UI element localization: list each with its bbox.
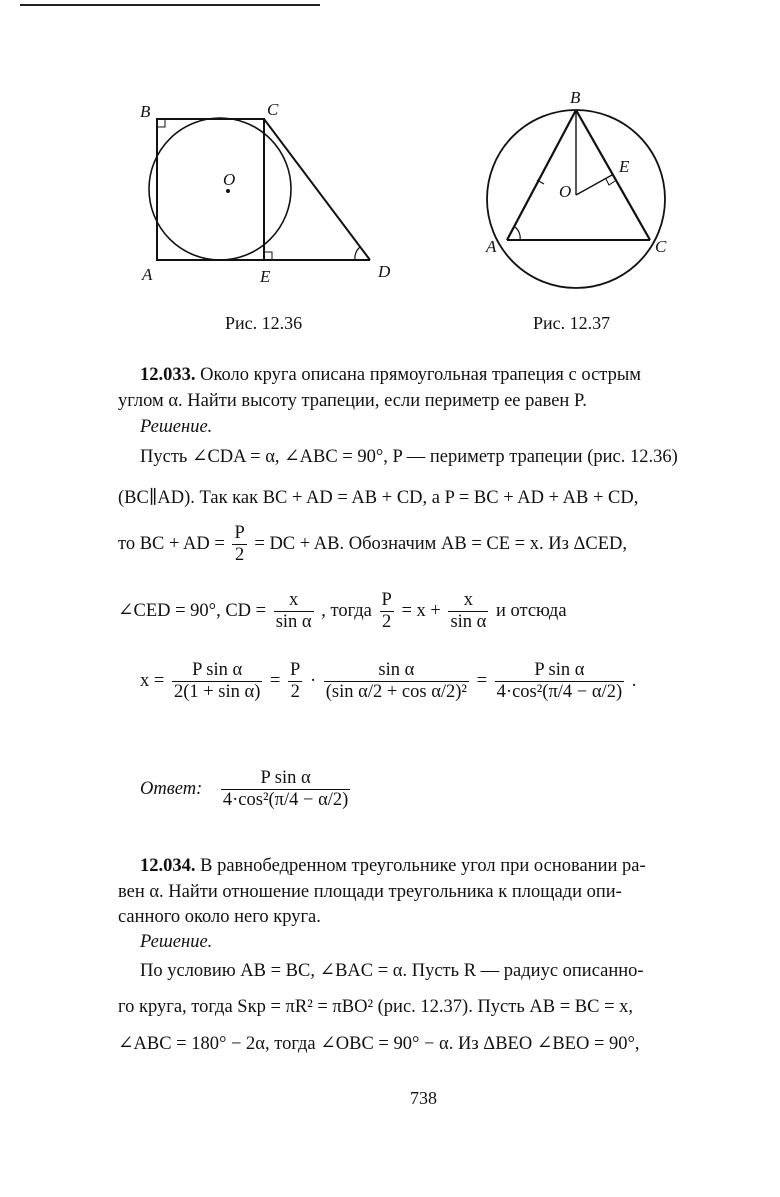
solution-line-2: го круга, тогда Sкр = πR² = πBO² (рис. 12.37). Пусть AB = BC = x, bbox=[118, 997, 634, 1017]
answer bbox=[140, 768, 353, 812]
fraction: $\frac{P}{2}$ bbox=[381, 590, 392, 633]
solution-line-2: (BC∥AD). Так как BC + AD = AB + CD, а P = BC + AD + AB + CD, bbox=[118, 488, 639, 508]
label-e: E bbox=[260, 267, 271, 286]
fraction: $\frac{x}{\text{sin α}}$ bbox=[450, 590, 487, 633]
label-d: D bbox=[378, 262, 391, 281]
fraction: $\frac{\text{P sin α}}{\text{4·cos²(π/4 − α/2)}}$ bbox=[496, 660, 623, 703]
fraction: $\frac{P}{2}$ bbox=[234, 523, 245, 566]
problem-12-034-statement bbox=[140, 856, 646, 877]
label-o: O bbox=[559, 182, 572, 201]
fraction: $\frac{P}{2}$ bbox=[290, 660, 301, 703]
solution-label: Решение. bbox=[140, 417, 213, 437]
caption-12-37: Рис. 12.37 bbox=[533, 313, 611, 333]
problem-number: 12.033. bbox=[140, 365, 196, 385]
label-c: C bbox=[267, 100, 279, 119]
fraction: $\frac{\text{P sin α}}{\text{2(1 + sin α)}}$ bbox=[173, 660, 261, 703]
label-b: B bbox=[140, 102, 151, 121]
top-rule bbox=[20, 4, 320, 6]
statement-line-2: вен α. Найти отношение площади треугольника к площади опи- bbox=[118, 882, 622, 902]
statement-line-2: углом α. Найти высоту трапеции, если периметр ее равен P. bbox=[118, 391, 587, 411]
label-o: O bbox=[223, 170, 236, 189]
fraction: $\frac{\text{sin α}}{\text{(sin α/2 + cos α/2)²}}$ bbox=[325, 660, 467, 703]
solution-line-4: ∠CED = 90°, CD = $\frac{x}{\text{sin α}}$ , тогда $\frac{P}{2}$ = x + $\frac{x}{\text{sin α}}$ и отсюда bbox=[118, 590, 567, 633]
statement-text: В равнобедренном треугольнике угол при основании ра- bbox=[200, 856, 646, 876]
solution-line-3: то BC + AD = $\frac{P}{2}$ = DC + AB. Обозначим AB = CE = x. Из ΔCED, bbox=[118, 523, 628, 566]
label-e: E bbox=[619, 157, 630, 176]
label-b: B bbox=[570, 88, 581, 107]
problem-number: 12.034. bbox=[140, 856, 196, 876]
label-a: A bbox=[142, 265, 153, 284]
problem-12-033-statement bbox=[140, 365, 641, 386]
fraction: $\frac{x}{\text{sin α}}$ bbox=[275, 590, 312, 633]
statement-line-3: санного около него круга. bbox=[118, 907, 321, 927]
solution-label: Решение. bbox=[140, 932, 213, 952]
solution-line-1: Пусть ∠CDA = α, ∠ABC = 90°, P — периметр трапеции (рис. 12.36) bbox=[140, 447, 678, 467]
label-a: A bbox=[486, 237, 497, 256]
answer-fraction: $\frac{\text{P sin α}}{\text{4·cos²(π/4 − α/2)}}$ bbox=[222, 768, 349, 811]
figure-12-37 bbox=[480, 85, 680, 295]
page-number: 738 bbox=[410, 1088, 437, 1108]
main-formula: x = $\frac{\text{P sin α}}{\text{2(1 + sin α)}}$ = $\frac{P}{2}$ · $\frac{\text{sin α}}{\text{(sin α/2 + cos α/2)²}}$ = $\frac{\text{P sin α}}{\text{4·cos²(π/4 − α/2)}}$ . bbox=[140, 660, 637, 703]
answer-label: Ответ: bbox=[140, 779, 203, 800]
caption-12-36: Рис. 12.36 bbox=[225, 313, 303, 333]
solution-line-3: ∠ABC = 180° − 2α, тогда ∠OBC = 90° − α. Из ΔBEO ∠BEO = 90°, bbox=[118, 1034, 640, 1054]
statement-text: Около круга описана прямоугольная трапеция с острым bbox=[200, 365, 641, 385]
figure-12-36 bbox=[130, 95, 400, 295]
label-c: C bbox=[655, 237, 667, 256]
solution-line-1: По условию AB = BC, ∠BAC = α. Пусть R — радиус описанно- bbox=[140, 961, 644, 981]
